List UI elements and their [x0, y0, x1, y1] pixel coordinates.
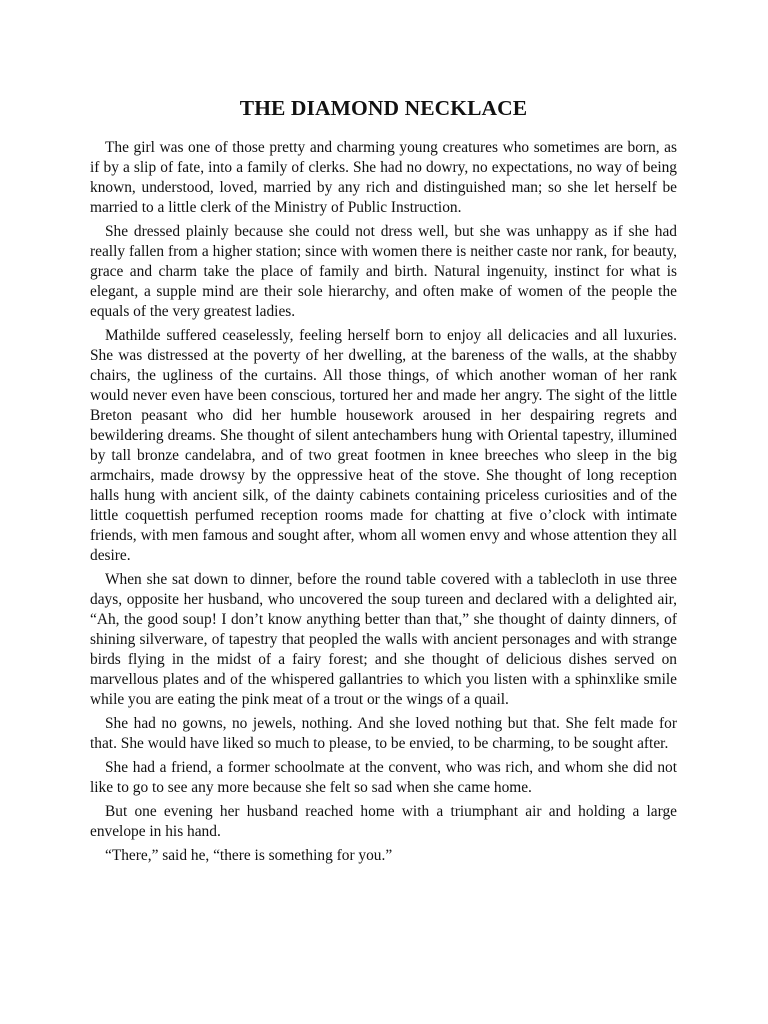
document-body: [90, 138, 677, 870]
document-title: THE DIAMOND NECKLACE: [239, 96, 528, 120]
paragraph: She dressed plainly because she could not dress well, but she was unhappy as if she had really fallen from a higher station; since with women there is neither caste nor rank, for beauty, grace and charm take the place of family and birth. Natural ingenuity, instinct for what is elegant, a supple mind are their sole hierarchy, and often make of women of the people the equals of the very greatest ladies.: [90, 223, 677, 320]
paragraph: She had a friend, a former schoolmate at the convent, who was rich, and whom she did not like to go to see any more because she felt so sad when she came home.: [90, 759, 677, 796]
paragraph: When she sat down to dinner, before the round table covered with a tablecloth in use three days, opposite her husband, who uncovered the soup tureen and declared with a delighted air, “Ah, the good soup! I don’t know anything better than that,” she thought of dainty dinners, of shining silverware, of tapestry that peopled the walls with ancient personages and with strange birds flying in the midst of a fairy forest; and she thought of delicious dishes served on marvellous plates and of the whispered gallantries to which you listen with a sphinxlike smile while you are eating the pink meat of a trout or the wings of a quail.: [90, 571, 677, 708]
paragraph: The girl was one of those pretty and charming young creatures who sometimes are born, as if by a slip of fate, into a family of clerks. She had no dowry, no expectations, no way of being known, understood, loved, married by any rich and distinguished man; so she let herself be married to a little clerk of the Ministry of Public Instruction.: [90, 139, 677, 216]
paragraph: But one evening her husband reached home with a triumphant air and holding a large envelope in his hand.: [90, 803, 677, 840]
document-page: [90, 0, 677, 1024]
paragraph: She had no gowns, no jewels, nothing. And she loved nothing but that. She felt made for that. She would have liked so much to please, to be envied, to be charming, to be sought after.: [90, 715, 677, 752]
paragraph: “There,” said he, “there is something for you.”: [105, 847, 393, 864]
paragraph: Mathilde suffered ceaselessly, feeling herself born to enjoy all delicacies and all luxuries. She was distressed at the poverty of her dwelling, at the bareness of the walls, at the shabby chairs, the ugliness of the curtains. All those things, of which another woman of her rank would never even have been conscious, tortured her and made her angry. The sight of the little Breton peasant who did her humble housework aroused in her despairing regrets and bewildering dreams. She thought of silent antechambers hung with Oriental tapestry, illumined by tall bronze candelabra, and of two great footmen in knee breeches who sleep in the big armchairs, made drowsy by the oppressive heat of the stove. She thought of long reception halls hung with ancient silk, of the dainty cabinets containing priceless curiosities and of the little coquettish perfumed reception rooms made for chatting at five o’clock with intimate friends, with men famous and sought after, whom all women envy and whose attention they all desire.: [90, 327, 677, 564]
